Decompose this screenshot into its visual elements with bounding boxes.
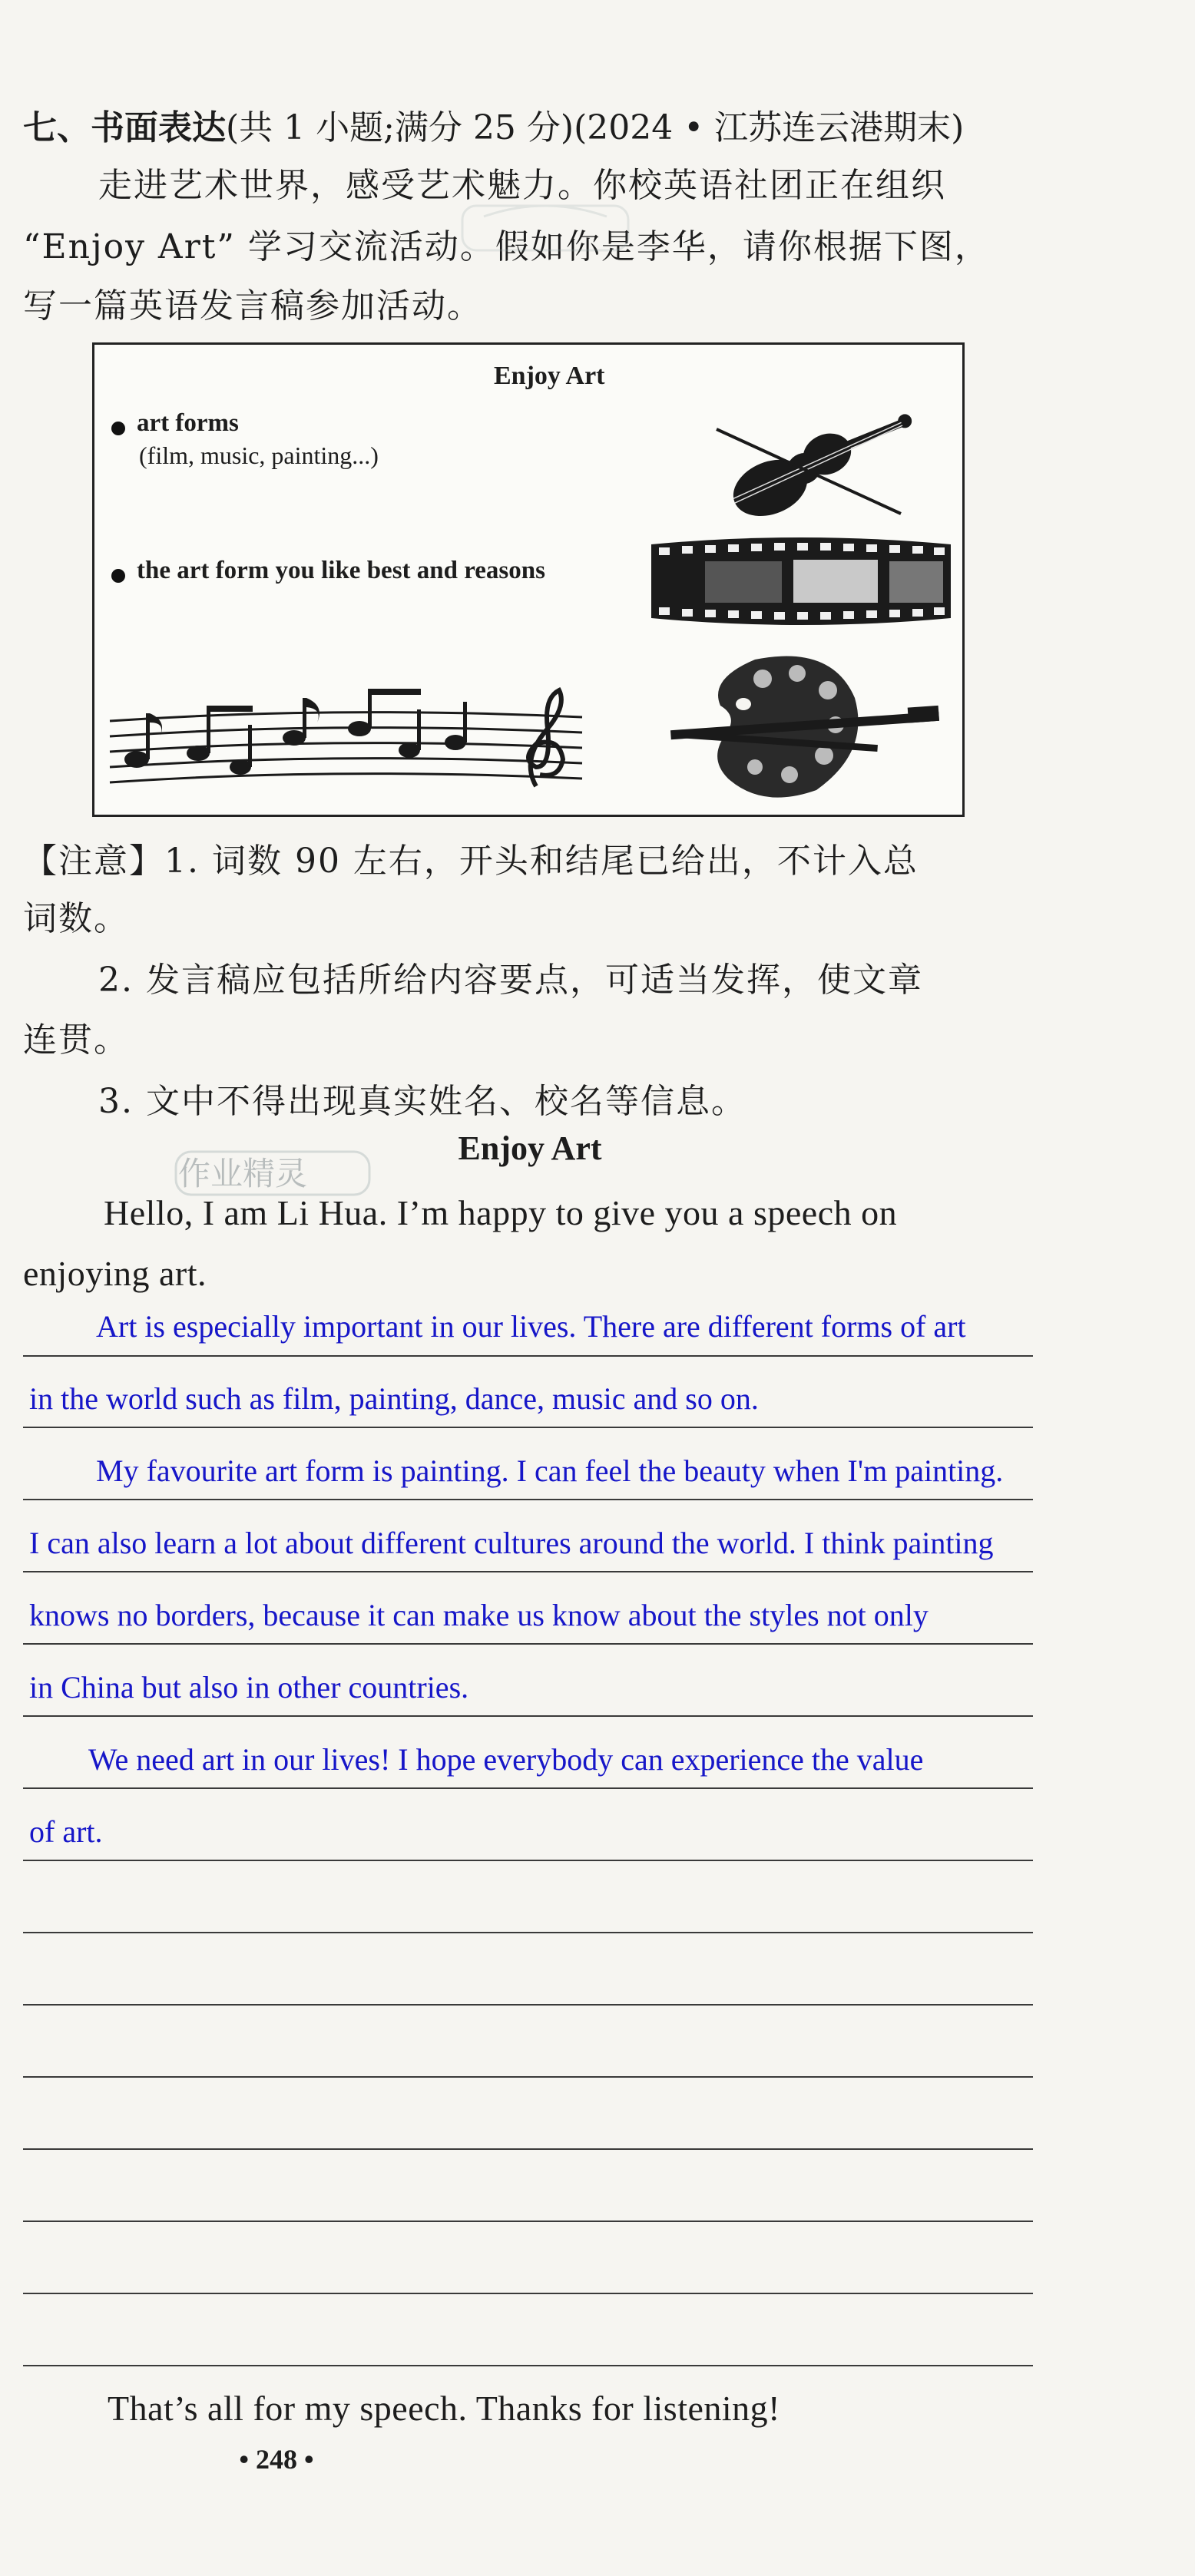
writing-line xyxy=(23,2004,1033,2006)
writing-line xyxy=(23,2076,1033,2078)
essay-title: Enjoy Art xyxy=(458,1129,602,1167)
note-1-line-1: 【注意】1. 词数 90 左右，开头和结尾已给出，不计入总 xyxy=(23,842,919,881)
figure-bullet-favourite: the art form you like best and reasons xyxy=(137,557,545,584)
note-2-line-2: 连贯。 xyxy=(23,1020,129,1060)
bullet-dot xyxy=(111,569,125,583)
section-title: 七、书面表达 xyxy=(23,108,226,147)
writing-line xyxy=(23,1860,1033,1861)
intro-line-3: 写一篇英语发言稿参加活动。 xyxy=(23,286,482,326)
answer-line-5: knows no borders, because it can make us know about the styles not only xyxy=(29,1598,929,1632)
answer-line-4: I can also learn a lot about different cultures around the world. I think painting xyxy=(29,1526,994,1560)
watermark-logo xyxy=(461,201,630,255)
essay-closing: That’s all for my speech. Thanks for listening! xyxy=(108,2389,781,2428)
writing-line xyxy=(23,2148,1033,2150)
answer-line-1: Art is especially important in our lives. There are different forms of art xyxy=(96,1309,966,1344)
figure-bullet-art-forms: art forms xyxy=(137,409,239,437)
figure-art-forms-examples: (film, music, painting...) xyxy=(139,441,379,469)
enjoy-art-figure xyxy=(92,342,965,817)
film-strip-icon xyxy=(651,535,951,627)
note-2-line-1: 2. 发言稿应包括所给内容要点，可适当发挥，使文章 xyxy=(98,961,923,1000)
writing-line xyxy=(23,1787,1033,1789)
answer-line-2: in the world such as film, painting, dance, music and so on. xyxy=(29,1381,759,1416)
answer-line-8: of art. xyxy=(29,1814,103,1849)
writing-line xyxy=(23,1932,1033,1933)
intro-line-1: 走进艺术世界，感受艺术魅力。你校英语社团正在组织 xyxy=(98,166,946,205)
section-meta: (共 1 小题;满分 25 分)(2024 • 江苏连云港期末) xyxy=(226,108,965,147)
section-heading xyxy=(23,100,964,149)
writing-line xyxy=(23,1571,1033,1572)
bullet-dot xyxy=(111,422,125,435)
paint-palette-icon xyxy=(663,644,947,805)
intro-line-2: “Enjoy Art” 学习交流活动。假如你是李华，请你根据下图， xyxy=(23,227,990,266)
figure-title: Enjoy Art xyxy=(494,362,605,390)
violin-icon xyxy=(693,398,924,521)
writing-line xyxy=(23,1715,1033,1717)
note-3: 3. 文中不得出现真实姓名、校名等信息。 xyxy=(98,1082,746,1121)
writing-line xyxy=(23,1643,1033,1645)
writing-line xyxy=(23,1355,1033,1357)
writing-line xyxy=(23,2293,1033,2294)
writing-line xyxy=(23,1427,1033,1428)
answer-line-6: in China but also in other countries. xyxy=(29,1670,469,1705)
writing-line xyxy=(23,1499,1033,1500)
essay-opening-line-2: enjoying art. xyxy=(23,1254,207,1293)
answer-line-7: We need art in our lives! I hope everybody can experience the value xyxy=(88,1742,924,1777)
writing-line xyxy=(23,2365,1033,2366)
essay-opening-line-1: Hello, I am Li Hua. I’m happy to give you a speech on xyxy=(104,1193,898,1232)
page-number: • 248 • xyxy=(239,2444,314,2475)
music-staff-icon xyxy=(106,683,598,798)
answer-line-3: My favourite art form is painting. I can feel the beauty when I'm painting. xyxy=(96,1453,1004,1488)
watermark-text: 作业精灵 xyxy=(178,1155,308,1192)
writing-line xyxy=(23,2221,1033,2222)
note-1-line-2: 词数。 xyxy=(23,899,129,938)
